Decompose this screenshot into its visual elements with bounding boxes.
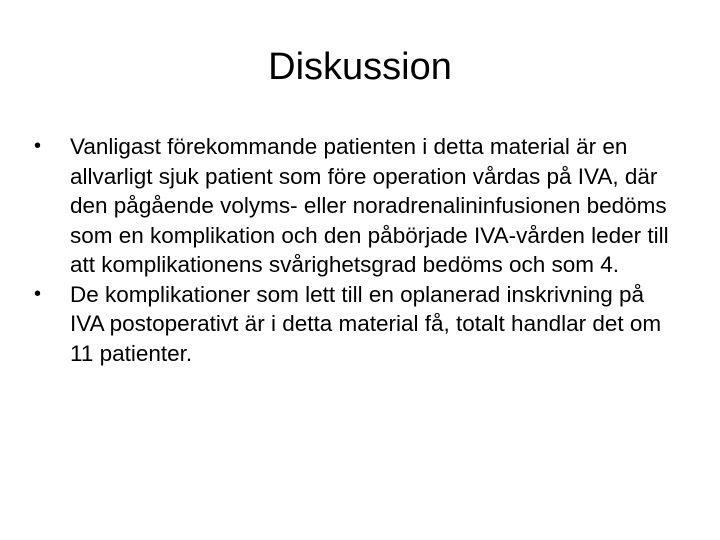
bullet-dot-icon: • (34, 135, 42, 157)
bullet-list (34, 132, 674, 368)
bullet-dot-icon: • (34, 282, 42, 305)
bullet-item (34, 280, 674, 369)
bullet-item (34, 132, 674, 280)
bullet-text: De komplikationer som lett till en oplanerad inskrivning på IVA postoperativt är i detta material få, totalt handlar det om 11 patienter. (70, 281, 662, 366)
slide-title: Diskussion (268, 46, 452, 88)
bullet-text: Vanligast förekommande patienten i detta material är en allvarligt sjuk patient som före operation vårdas på IVA, där den pågående volyms- eller noradrenalininfusionen bedöms som en komplikation och den påbörjade IVA-vården leder till att komplikationens svårighetsgrad bedöms och som 4. (70, 134, 669, 277)
